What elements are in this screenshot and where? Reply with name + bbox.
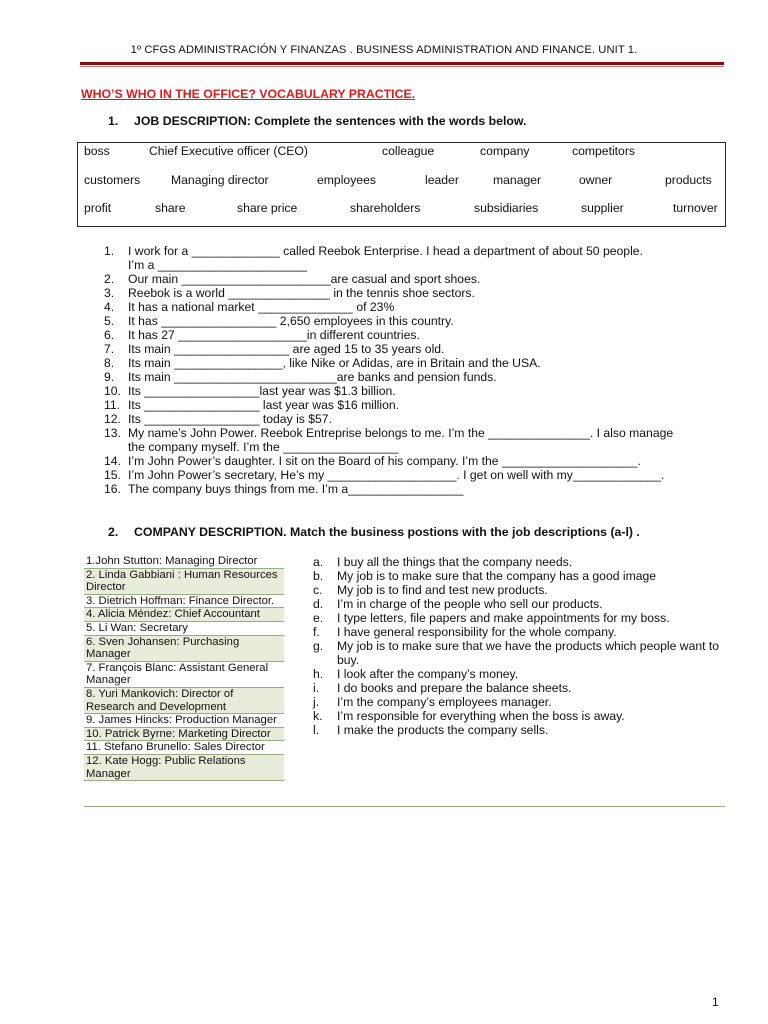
word-bank-item: products [665,173,712,187]
sentence-number: 8. [104,356,115,370]
word-bank-item: supplier [581,201,624,215]
sentence-number: 14. [104,454,121,468]
sentence-item [104,440,726,454]
sentence-number: 5. [104,314,115,328]
staff-row: 3. Dietrich Hoffman: Finance Director. [84,595,284,609]
staff-table [84,555,284,781]
staff-row: 7. François Blanc: Assistant General Manager [84,662,284,688]
job-description-item [313,569,725,583]
sentence-text: Its _________________ today is $57. [128,412,332,426]
word-bank-item: competitors [572,144,635,158]
sentence-text: Its main ________________________are banks and pension funds. [128,370,497,384]
sentence-number: 3. [104,286,115,300]
description-text: My job is to make sure that the company has a good image [337,569,657,583]
sentence-text: My name’s John Power. Reebok Entreprise belongs to me. I’m the _______________. I also manage [128,426,674,440]
staff-row: 4. Alicia Méndez: Chief Accountant [84,608,284,622]
description-letter: j. [313,695,320,709]
sentence-number: 6. [104,328,115,342]
staff-row: 9. James Hincks: Production Manager [84,714,284,728]
sentence-item [104,370,726,384]
job-description-item [313,681,725,695]
sentence-text: Reebok is a world _______________ in the tennis shoe sectors. [128,286,475,300]
job-description-item [313,611,725,625]
section-2-number: 2. [108,525,119,539]
sentence-number: 16. [104,482,121,496]
sentence-number: 2. [104,272,115,286]
sentence-text: Its _________________last year was $1.3 billion. [128,384,396,398]
sentence-item [104,482,726,496]
sentence-number: 10. [104,384,121,398]
word-bank-item: manager [493,173,542,187]
word-bank-item: subsidiaries [474,201,539,215]
description-letter: f. [313,625,320,639]
section-2-title: COMPANY DESCRIPTION. Match the business postions with the job descriptions (a-l) . [134,525,640,539]
sentence-item [104,314,726,328]
word-bank-item: Chief Executive officer (CEO) [149,144,308,158]
sentence-item [104,300,726,314]
sentence-item [104,468,726,482]
description-text: I’m responsible for everything when the boss is away. [337,709,625,723]
sentence-number: 4. [104,300,115,314]
staff-row: 11. Stefano Brunello: Sales Director [84,741,284,755]
sentence-item [104,426,726,440]
sentence-item [104,342,726,356]
sentence-text: It has _________________ 2,650 employees in this country. [128,314,454,328]
section-1-heading [108,114,526,128]
sentence-item [104,356,726,370]
description-text: I make the products the company sells. [337,723,549,737]
job-description-item [313,597,725,611]
word-bank-item: employees [317,173,376,187]
word-bank-item: owner [579,173,613,187]
description-text: I have general responsibility for the whole company. [337,625,617,639]
job-description-item [313,555,725,569]
job-description-list [313,555,725,737]
description-text: I’m the company’s employees manager. [337,695,552,709]
sentence-number: 9. [104,370,115,384]
sentence-text: the company myself. I’m the _________________ [128,440,399,454]
staff-row: 12. Kate Hogg: Public Relations Manager [84,755,284,781]
job-description-item [313,667,725,681]
sentence-text: I’m John Power’s secretary, He’s my ___________________. I get on well with my_____________. [128,468,665,482]
sentence-item [104,244,726,258]
sentence-number: 15. [104,468,121,482]
description-letter: e. [313,611,324,625]
word-bank-item: share price [237,201,298,215]
sentence-item [104,328,726,342]
job-description-item [313,625,725,639]
sentence-number: 12. [104,412,121,426]
sentence-text: It has a national market ______________ of 23% [128,300,395,314]
sentence-item [104,258,726,272]
staff-row: 5. Li Wan: Secretary [84,622,284,636]
staff-row: 6. Sven Johansen: Purchasing Manager [84,636,284,662]
sentence-number: 11. [104,398,121,412]
sentence-item [104,454,726,468]
description-letter: d. [313,597,324,611]
staff-row: 8. Yuri Mankovich: Director of Research and Development [84,688,284,714]
job-description-item [313,583,725,597]
sentence-text: Our main ______________________are casual and sport shoes. [128,272,481,286]
sentence-item [104,384,726,398]
header-rule [80,62,724,65]
word-bank-item: profit [84,201,112,215]
job-description-item [313,695,725,709]
description-text: My job is to find and test new products. [337,583,548,597]
page-number: 1 [712,995,719,1009]
sentence-text: Its _________________ last year was $16 million. [128,398,400,412]
staff-row: 1.John Stutton: Managing Director [84,555,284,569]
description-letter: h. [313,667,324,681]
section-1-title: JOB DESCRIPTION: Complete the sentences with the words below. [134,114,527,128]
table-bottom-rule [84,806,725,807]
word-bank-item: leader [425,173,459,187]
staff-row: 10. Patrick Byrne: Marketing Director [84,728,284,742]
section-2-heading [108,525,640,539]
sentence-number: 13. [104,426,121,440]
sentence-item [104,412,726,426]
sentence-text: It has 27 ___________________in different countries. [128,328,420,342]
description-text: I’m in charge of the people who sell our products. [337,597,603,611]
word-bank [77,142,726,227]
word-bank-item: share [155,201,186,215]
sentence-text: Its main _________________ are aged 15 to 35 years old. [128,342,445,356]
staff-row: 2. Linda Gabbiani : Human Resources Director [84,569,284,595]
word-bank-item: Managing director [171,173,269,187]
section-1-number: 1. [108,114,119,128]
word-bank-item: boss [84,144,110,158]
description-letter: l. [313,723,320,737]
description-text: I buy all the things that the company needs. [337,555,573,569]
job-description-item [313,723,725,737]
sentence-text: Its main ________________, like Nike or Adidas, are in Britain and the USA. [128,356,541,370]
word-bank-item: turnover [673,201,718,215]
description-letter: a. [313,555,324,569]
sentence-list [104,244,726,496]
sentence-text: I’m John Power’s daughter. I sit on the Board of his company. I’m the ____________________. [128,454,641,468]
worksheet-title: WHO’S WHO IN THE OFFICE? VOCABULARY PRACTICE. [81,87,416,101]
word-bank-item: customers [84,173,141,187]
word-bank-item: colleague [382,144,435,158]
sentence-item [104,272,726,286]
description-text: My job is to make sure that we have the products which people want to buy. [337,639,720,667]
job-description-item [313,639,725,667]
word-bank-item: shareholders [350,201,421,215]
description-text: I look after the company’s money. [337,667,519,681]
description-letter: b. [313,569,324,583]
sentence-number: 1. [104,244,115,258]
word-bank-item: company [480,144,530,158]
description-text: I do books and prepare the balance sheets. [337,681,572,695]
page-header: 1º CFGS ADMINISTRACIÓN Y FINANZAS . BUSINESS ADMINISTRATION AND FINANCE. UNIT 1. [130,44,638,56]
sentence-item [104,286,726,300]
sentence-text: I’m a ______________________ [128,258,307,272]
description-letter: c. [313,583,323,597]
sentence-item [104,398,726,412]
sentence-number: 7. [104,342,115,356]
description-text: I type letters, file papers and make appointments for my boss. [337,611,670,625]
header-rule-thin [80,66,724,67]
sentence-text: I work for a _____________ called Reebok Enterprise. I head a department of about 50 people. [128,244,643,258]
job-description-item [313,709,725,723]
sentence-text: The company buys things from me. I’m a_________________ [128,482,464,496]
description-letter: k. [313,709,323,723]
description-letter: g. [313,639,324,653]
description-letter: i. [313,681,320,695]
